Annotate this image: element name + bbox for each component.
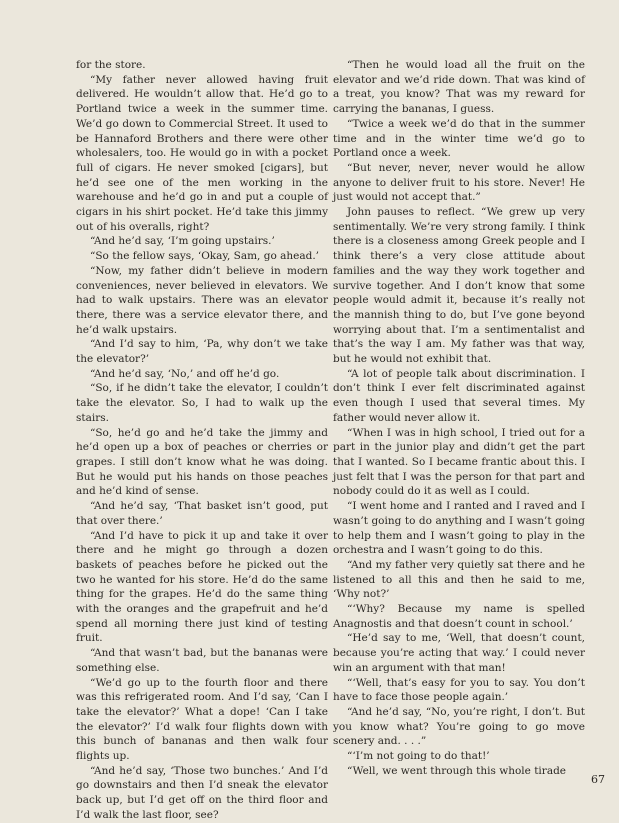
paragraph: “And my father very quietly sat there and he listened to all this and then he said to me, ‘Why not?’ [333, 558, 585, 601]
paragraph: “Well, we went through this whole tirade [347, 764, 567, 777]
paragraph: “But never, never, never would he allow anyone to deliver fruit to his store. Never! He just would not accept that.” [333, 161, 585, 204]
paragraph: “Twice a week we’d do that in the summer time and in the winter time we’d go to Portland once a week. [333, 117, 585, 160]
paragraph: “Now, my father didn’t believe in modern conveniences, never believed in elevators. We had to walk upstairs. There was an elevator there, there was a service elevator there, and he’d walk upstairs. [76, 264, 328, 336]
paragraph: “‘Why? Because my name is spelled Anagnostis and that doesn’t count in school.’ [333, 603, 585, 630]
paragraph: “I went home and I ranted and I raved and I wasn’t going to do anything and I wasn’t going to help them and I wasn’t going to play in the orchestra and I wasn’t going to do this. [333, 500, 585, 557]
paragraph: “When I was in high school, I tried out for a part in the junior play and didn’t get the part that I wanted. So I became frantic about this. I just felt that I was the person for that part and nobody could do it as well as I could. [333, 426, 585, 498]
paragraph: “‘Well, that’s easy for you to say. You don’t have to face those people again.’ [333, 676, 585, 704]
paragraph: “Then he would load all the fruit on the elevator and we’d ride down. That was kind of a treat, you know? That was my reward for carrying the bananas, I guess. [333, 59, 585, 116]
paragraph: for the store. [76, 59, 146, 71]
paragraph: “And he’d say, ‘No,’ and off he’d go. [90, 367, 280, 380]
paragraph: “And I’d have to pick it up and take it over there and he might go through a dozen baskets of peaches before he picked out the two he wanted for his store. He’d do the same thing for the grapes. He’d do the same thing with the oranges and the grapefruit and he’d spend all morning there just kind of testing fruit. [76, 529, 328, 645]
paragraph: “So, he’d go and he’d take the jimmy and he’d open up a box of peaches or cherries or grapes. I still don’t know what he was doing. But he would put his hands on those peaches and he’d kind of sense. [76, 426, 328, 498]
paragraph: John pauses to reflect. “We grew up very sentimentally. We’re very strong family. I think there is a closeness among Greek people and I think there’s a very close attitude about families and the way they work together and survive together. And I don’t know that some people would admit it, because it’s really not the mannish thing to do, but I’ve gone beyond worrying about that. I’m a sentimentalist and that’s the way I am. My father was that way, but he would not exhibit that. [333, 206, 585, 366]
paragraph: “We’d go up to the fourth floor and there was this refrigerated room. And I’d say, ‘Can I take the elevator?’ What a dope! ‘Can I take the elevator?’ I’d walk four flights down with this bunch of bananas and then walk four flights up. [76, 676, 328, 763]
paragraph: “And he’d say, ‘I’m going upstairs.’ [90, 235, 275, 248]
left-text-column [76, 58, 328, 823]
paragraph: “And that wasn’t bad, but the bananas were something else. [76, 647, 328, 674]
paragraph: “So, if he didn’t take the elevator, I couldn’t take the elevator. So, I had to walk up the stairs. [76, 382, 328, 424]
paragraph: “My father never allowed having fruit delivered. He wouldn’t allow that. He’d go to Portland twice a week in the summer time. We’d go down to Commercial Street. It used to be Hannaford Brothers and there were other wholesalers, too. He would go in with a pocket full of cigars. He never smoked [cigars], but he’d see one of the men working in the warehouse and he’d go in and put a couple of cigars in his shirt pocket. He’d take this jimmy out of his overalls, right? [76, 73, 328, 233]
paragraph: “A lot of people talk about discrimination. I don’t think I ever felt discriminated against even though I used that several times. My father would never allow it. [333, 367, 585, 424]
paragraph: “And he’d say, “No, you’re right, I don’t. But you know what? You’re going to go move scenery and. . . .” [333, 705, 585, 748]
paragraph: “And I’d say to him, ‘Pa, why don’t we take the elevator?’ [76, 338, 328, 366]
paragraph: “He’d say to me, ‘Well, that doesn’t count, because you’re acting that way.’ I could never win an argument with that man! [333, 632, 585, 674]
paragraph: “And he’d say, ‘Those two bunches.’ And I’d go downstairs and then I’d sneak the elevator back up, but I’d get off on the third floor and I’d walk the last floor, see? [76, 764, 328, 821]
paragraph: “So the fellow says, ‘Okay, Sam, go ahead.’ [90, 250, 320, 263]
paragraph: “‘I’m not going to do that!’ [347, 750, 490, 763]
right-text-column [333, 58, 585, 778]
page-number: 67 [591, 773, 605, 786]
paragraph: “And he’d say, ‘That basket isn’t good, put that over there.’ [76, 500, 328, 527]
